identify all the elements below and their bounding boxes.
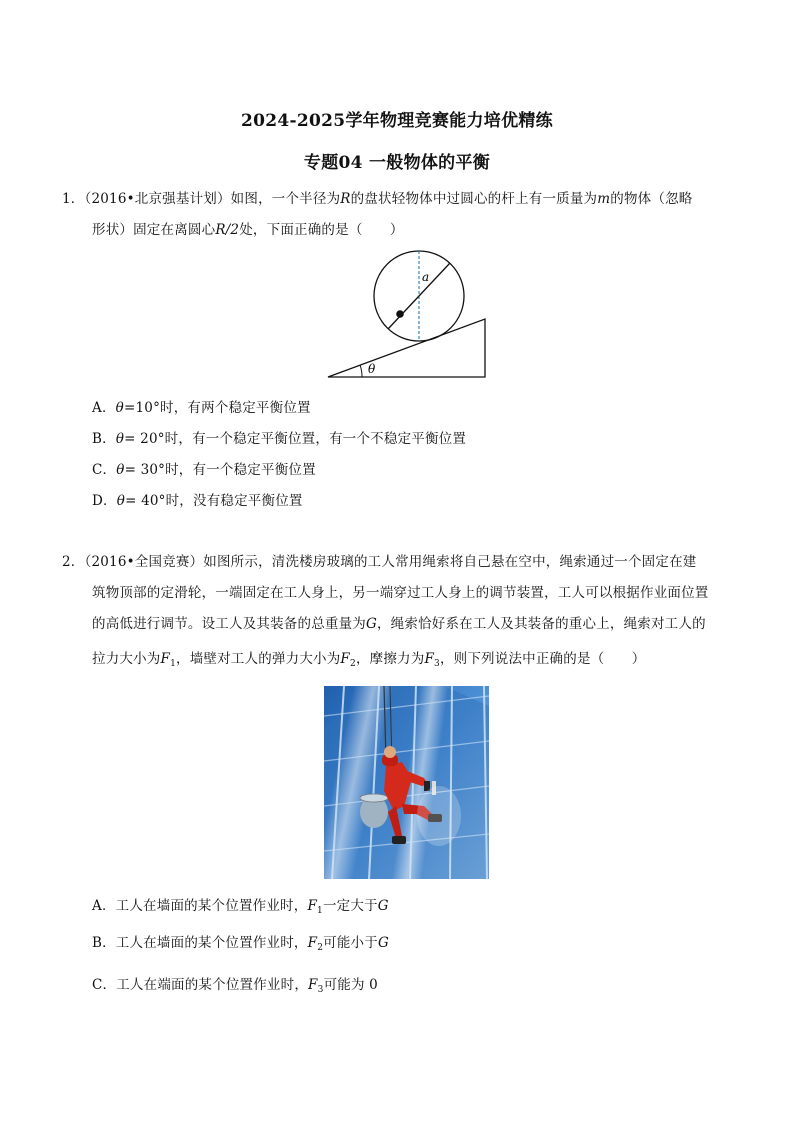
var-G: G	[377, 898, 389, 914]
q2-text: ，则下列说法中正确的是（ ）	[439, 651, 646, 667]
var-theta: θ	[116, 462, 125, 478]
question-2-line-2	[92, 581, 709, 601]
subscript: 3	[434, 659, 440, 669]
option-text: 工人在墙面的某个位置作业时，	[115, 898, 308, 914]
option-letter: C．	[92, 462, 117, 478]
q1-option-d[interactable]	[92, 489, 303, 509]
var-F2: F	[307, 935, 318, 951]
disk-on-incline-figure	[326, 247, 488, 379]
question-1-line-2	[92, 218, 404, 238]
q1-text: 的盘状轻物体中过圆心的杆上有一质量为	[350, 191, 598, 207]
option-text: 可能为 0	[323, 977, 378, 993]
subscript: 2	[350, 659, 356, 669]
subscript: 1	[170, 659, 177, 669]
option-text: = 20°时，有一个稳定平衡位置，有一个不稳定平衡位置	[124, 431, 467, 447]
question-2-number: 2．	[62, 554, 85, 570]
q2-text: ，绳索恰好系在工人及其装备的重心上，绳索对工人的	[376, 616, 706, 632]
q1-text: 的物体（忽略	[610, 191, 693, 207]
option-text: 工人在墙面的某个位置作业时，	[115, 935, 308, 951]
q1-option-c[interactable]	[92, 458, 316, 478]
incline-triangle	[328, 319, 485, 377]
option-letter: B．	[92, 431, 116, 447]
var-F1: F	[160, 651, 171, 667]
var-R: R	[340, 191, 351, 207]
var-R-half: R/2	[215, 222, 240, 238]
var-F3: F	[308, 977, 318, 993]
q2-text: ，摩擦力为	[355, 651, 425, 667]
angle-arc	[360, 365, 362, 377]
question-1-line-1	[62, 187, 692, 207]
subscript: 2	[317, 943, 324, 953]
option-letter: C．	[92, 977, 117, 993]
window-cleaner-photo	[324, 686, 489, 879]
question-2-line-1	[62, 550, 696, 570]
subscript: 3	[317, 985, 324, 995]
q2-text: 的高低进行调节。设工人及其装备的总重量为	[92, 616, 366, 632]
option-text: 工人在端面的某个位置作业时，	[116, 977, 309, 993]
var-theta: θ	[115, 400, 124, 416]
option-letter: A．	[92, 898, 116, 914]
q2-option-b[interactable]	[92, 931, 389, 953]
q1-option-b[interactable]	[92, 427, 466, 447]
q2-option-a[interactable]	[92, 894, 389, 916]
var-theta: θ	[116, 493, 126, 509]
option-text: = 40°时，没有稳定平衡位置	[125, 493, 303, 509]
option-letter: D．	[92, 493, 117, 509]
q1-text: 形状）固定在离圆心	[92, 222, 216, 238]
var-F2: F	[340, 651, 350, 667]
option-text: 可能小于	[323, 935, 378, 951]
label-theta: θ	[368, 362, 376, 376]
q2-text: （2016•全国竞赛）如图所示，清洗楼房玻璃的工人常用绳索将自己悬在空中，绳索通过一个固定在建	[84, 554, 697, 570]
window-cleaner-illustration	[324, 686, 489, 879]
option-letter: A．	[92, 400, 116, 416]
q2-text: 拉力大小为	[92, 651, 161, 667]
option-text: =10°时，有两个稳定平衡位置	[123, 400, 311, 416]
q1-text: （2016•北京强基计划）如图，一个半径为	[84, 191, 341, 207]
option-letter: B．	[92, 935, 116, 951]
subscript: 1	[317, 906, 323, 916]
question-2-line-3	[92, 612, 706, 632]
q2-text: ，墙壁对工人的弹力大小为	[176, 651, 341, 667]
q2-text: 筑物顶部的定滑轮，一端固定在工人身上，另一端穿过工人身上的调节装置，工人可以根据作业面位置	[92, 585, 709, 601]
page-subtitle: 专题04 一般物体的平衡	[303, 153, 491, 173]
option-text: = 30°时，有一个稳定平衡位置	[124, 462, 316, 478]
page-title: 2024-2025学年物理竞赛能力培优精练	[241, 111, 553, 131]
q2-option-c[interactable]	[92, 973, 378, 995]
q1-option-a[interactable]	[92, 396, 311, 416]
label-a: a	[422, 270, 430, 284]
var-G: G	[377, 935, 389, 951]
var-G: G	[366, 616, 377, 632]
var-F3: F	[424, 651, 435, 667]
var-m: m	[597, 191, 611, 207]
var-theta: θ	[115, 431, 125, 447]
question-2-line-4	[92, 647, 645, 669]
question-1-number: 1．	[62, 191, 85, 207]
mass-dot	[396, 310, 404, 318]
var-F1: F	[307, 898, 318, 914]
option-text: 一定大于	[322, 898, 378, 914]
q1-text: 处，下面正确的是（ ）	[239, 222, 404, 238]
